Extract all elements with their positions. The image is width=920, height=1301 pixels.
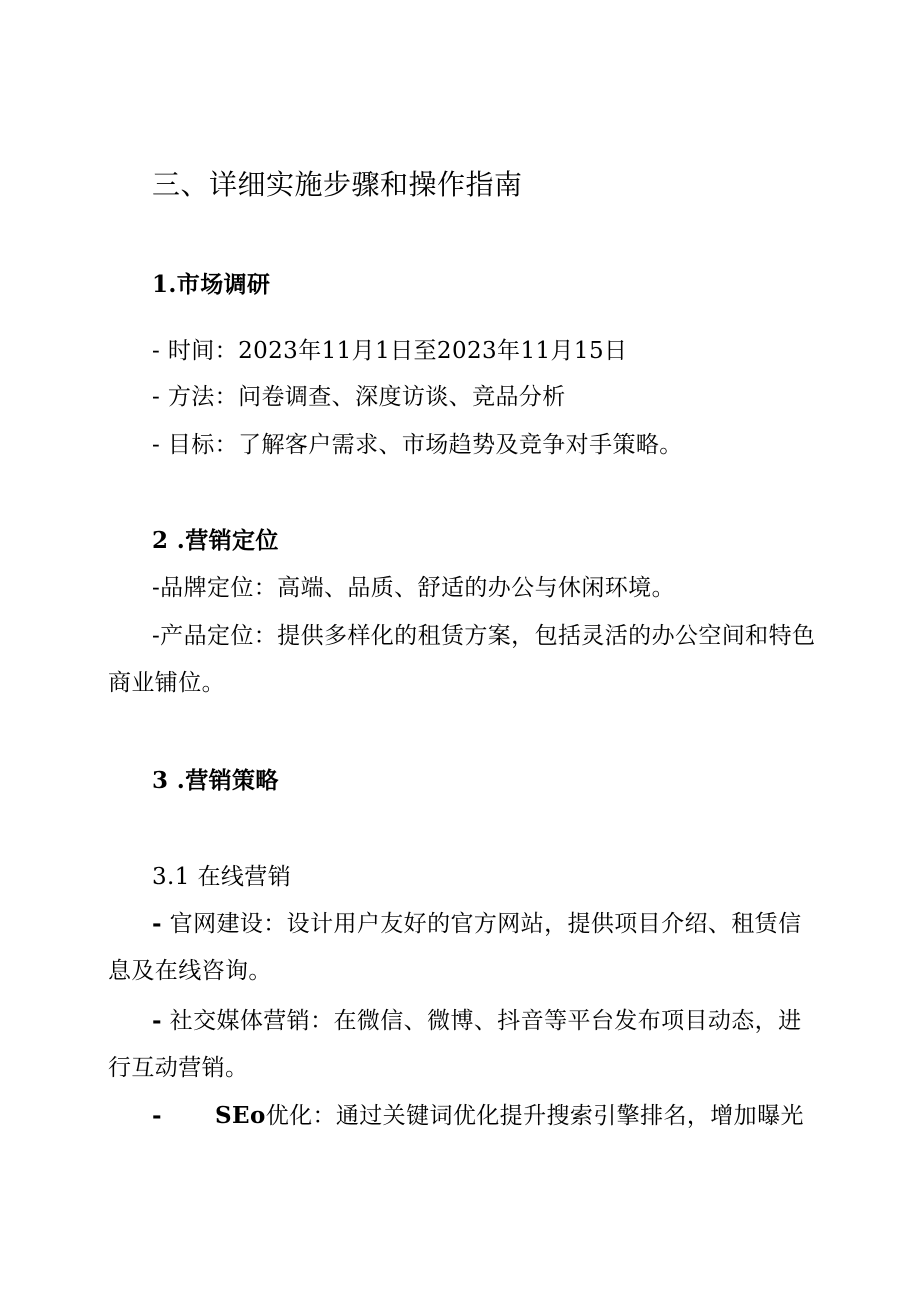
website-text-line1: 官网建设：设计用户友好的官方网站，提供项目介绍、租赁信 bbox=[161, 911, 802, 937]
website-item bbox=[152, 909, 801, 939]
brand-positioning: -品牌定位：高端、品质、舒适的办公与休闲环境。 bbox=[152, 575, 675, 601]
seo-text bbox=[215, 1101, 804, 1131]
bullet-dash: - bbox=[152, 1007, 162, 1034]
product-positioning-line2: 商业铺位。 bbox=[108, 670, 225, 696]
seo-label: SEo bbox=[215, 1102, 266, 1129]
social-media-text-line1: 社交媒体营销：在微信、微博、抖音等平台发布项目动态，进 bbox=[161, 1008, 802, 1034]
market-research-method: - 方法：问卷调查、深度访谈、竞品分析 bbox=[152, 384, 566, 410]
social-media-item bbox=[152, 1006, 801, 1036]
marketing-strategy-heading: 3 .营销策略 bbox=[152, 767, 279, 794]
product-positioning-line1: -产品定位：提供多样化的租赁方案，包括灵活的办公空间和特色 bbox=[152, 623, 816, 649]
market-research-heading: 1.市场调研 bbox=[152, 271, 271, 298]
social-media-text-line2: 行互动营销。 bbox=[108, 1055, 249, 1081]
marketing-positioning-heading: 2 .营销定位 bbox=[152, 527, 279, 554]
online-marketing-subheading: 3.1 在线营销 bbox=[152, 864, 292, 890]
bullet-dash: - bbox=[152, 1102, 162, 1129]
section-title: 三、详细实施步骤和操作指南 bbox=[152, 168, 523, 201]
seo-description: 优化：通过关键词优化提升搜索引擎排名，增加曝光 bbox=[265, 1103, 804, 1129]
market-research-goal: - 目标：了解客户需求、市场趋势及竞争对手策略。 bbox=[152, 432, 683, 458]
website-text-line2: 息及在线咨询。 bbox=[108, 958, 272, 984]
market-research-time: - 时间：2023年11月1日至2023年11月15日 bbox=[152, 338, 628, 364]
seo-item bbox=[152, 1101, 162, 1131]
bullet-dash: - bbox=[152, 910, 162, 937]
